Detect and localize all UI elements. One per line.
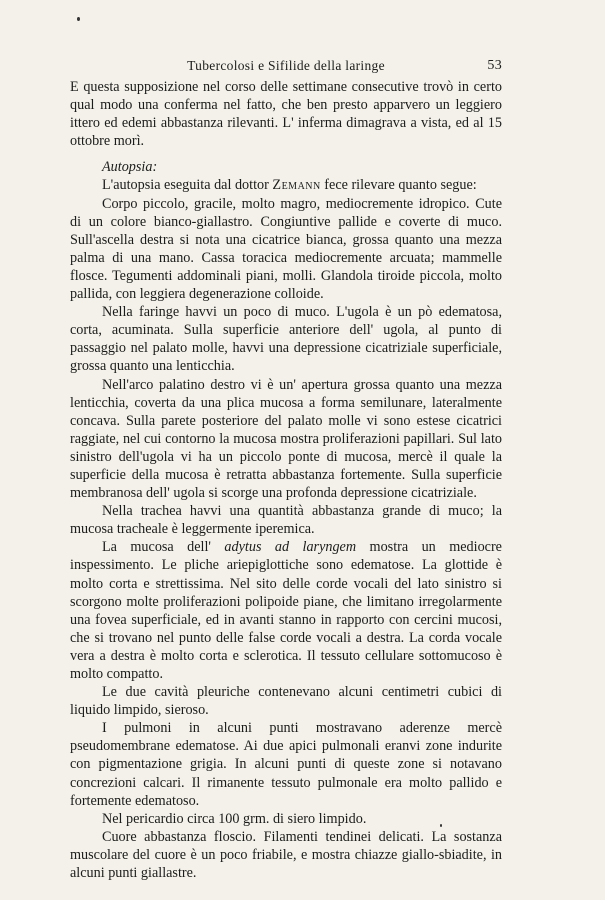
print-speck: [77, 17, 80, 21]
paragraph: Cuore abbastanza floscio. Filamenti tendinei delicati. La sostanza muscolare del cuore è un poco friabile, e mostra chiazze giallo-sbiadite, in alcuni punti giallastre.: [70, 828, 502, 882]
paragraph: Nella trachea havvi una quantità abbastanza grande di muco; la mucosa tracheale è leggermente iperemica.: [70, 503, 502, 538]
running-header: [70, 58, 502, 78]
paragraph: E questa supposizione nel corso delle settimane consecutive trovò in certo qual modo una conferma nel fatto, che ben presto apparvero un leggiero ittero ed edemi abbastanza rilevanti. L' inferma dimagrava a vista, ed al 15 ottobre morì.: [70, 79, 502, 150]
paragraph: I pulmoni in alcuni punti mostravano aderenze mercè pseudomembrane edematose. Ai due apici pulmonali eranvi zone indurite con pigmentazione grigia. In alcuni punti di queste zone si notavano concrezioni calcari. Il rimanente tessuto pulmonale era molto pallido e fortemente edematoso.: [70, 720, 502, 809]
text-run: La mucosa dell': [102, 539, 225, 556]
paragraph: Nell'arco palatino destro vi è un' apertura grossa quanto una mezza lenticchia, coverta da una plica mucosa a forma semilunare, lateralmente concava. Sulla parete posteriore del palato molle vi sono estese cicatrici raggiate, nel cui contorno la mucosa mostra proliferazioni papillari. Sul lato sinistro dell'ugola vi ha un piccolo ponte di mucosa, mercè il quale la superficie della mucosa è retratta abbastanza fortemente. Sulla superficie membranosa dell' ugola si scorge una profonda depressione cicatriziale.: [70, 376, 502, 502]
text-run: fece rilevare quanto segue:: [320, 177, 477, 194]
text-run: L'autopsia eseguita dal dottor: [102, 177, 273, 194]
latin-term: adytus ad laryngem: [224, 539, 357, 556]
section-heading: Autopsia:: [102, 159, 158, 176]
author-name: Zemann: [272, 177, 321, 194]
page-body: [70, 78, 502, 882]
running-title: Tubercolosi e Sifilide della laringe: [187, 58, 385, 73]
paragraph: Corpo piccolo, gracile, molto magro, mediocremente idropico. Cute di un colore bianco-giallastro. Congiuntive pallide e coverte di muco. Sull'ascella destra si nota una cicatrice bianca, grossa quanto una mezza palma di una mano. Cassa toracica mediocremente arcuata; mammelle flosce. Tegumenti addominali piani, molli. Glandola tiroide piccola, molto pallida, con leggiera degenerazione colloide.: [70, 195, 502, 303]
paragraph: Nel pericardio circa 100 grm. di siero limpido.: [102, 810, 367, 827]
paragraph: [70, 176, 502, 194]
paragraph: Nella faringe havvi un poco di muco. L'ugola è un pò edematosa, corta, acuminata. Sulla superficie anteriore dell' ugola, al punto di passaggio nel palato molle, havvi una depressione cicatriziale superficiale, grossa quanto una lenticchia.: [70, 304, 502, 375]
text-run: mostra un mediocre inspessimento. Le pliche ariepiglottiche sono edematose. La glottide è molto corta e strettissima. Nel sito delle corde vocali del lato sinistro si scorgono molte proliferazioni polipoide piane, che limitano irregolarmente una fovea superficiale, ed in avanti stanno in rapporto con cercini mucosi, che si trovano nel punto delle false corde vocali a destra. La corda vocale vera a destra è molto corta e sclerotica. Il tessuto cellulare sottomucoso è molto compatto.: [70, 539, 502, 682]
paragraph: Le due cavità pleuriche contenevano alcuni centimetri cubici di liquido limpido, sieroso.: [70, 684, 502, 719]
paragraph: [70, 538, 502, 683]
page-number: 53: [487, 58, 502, 73]
